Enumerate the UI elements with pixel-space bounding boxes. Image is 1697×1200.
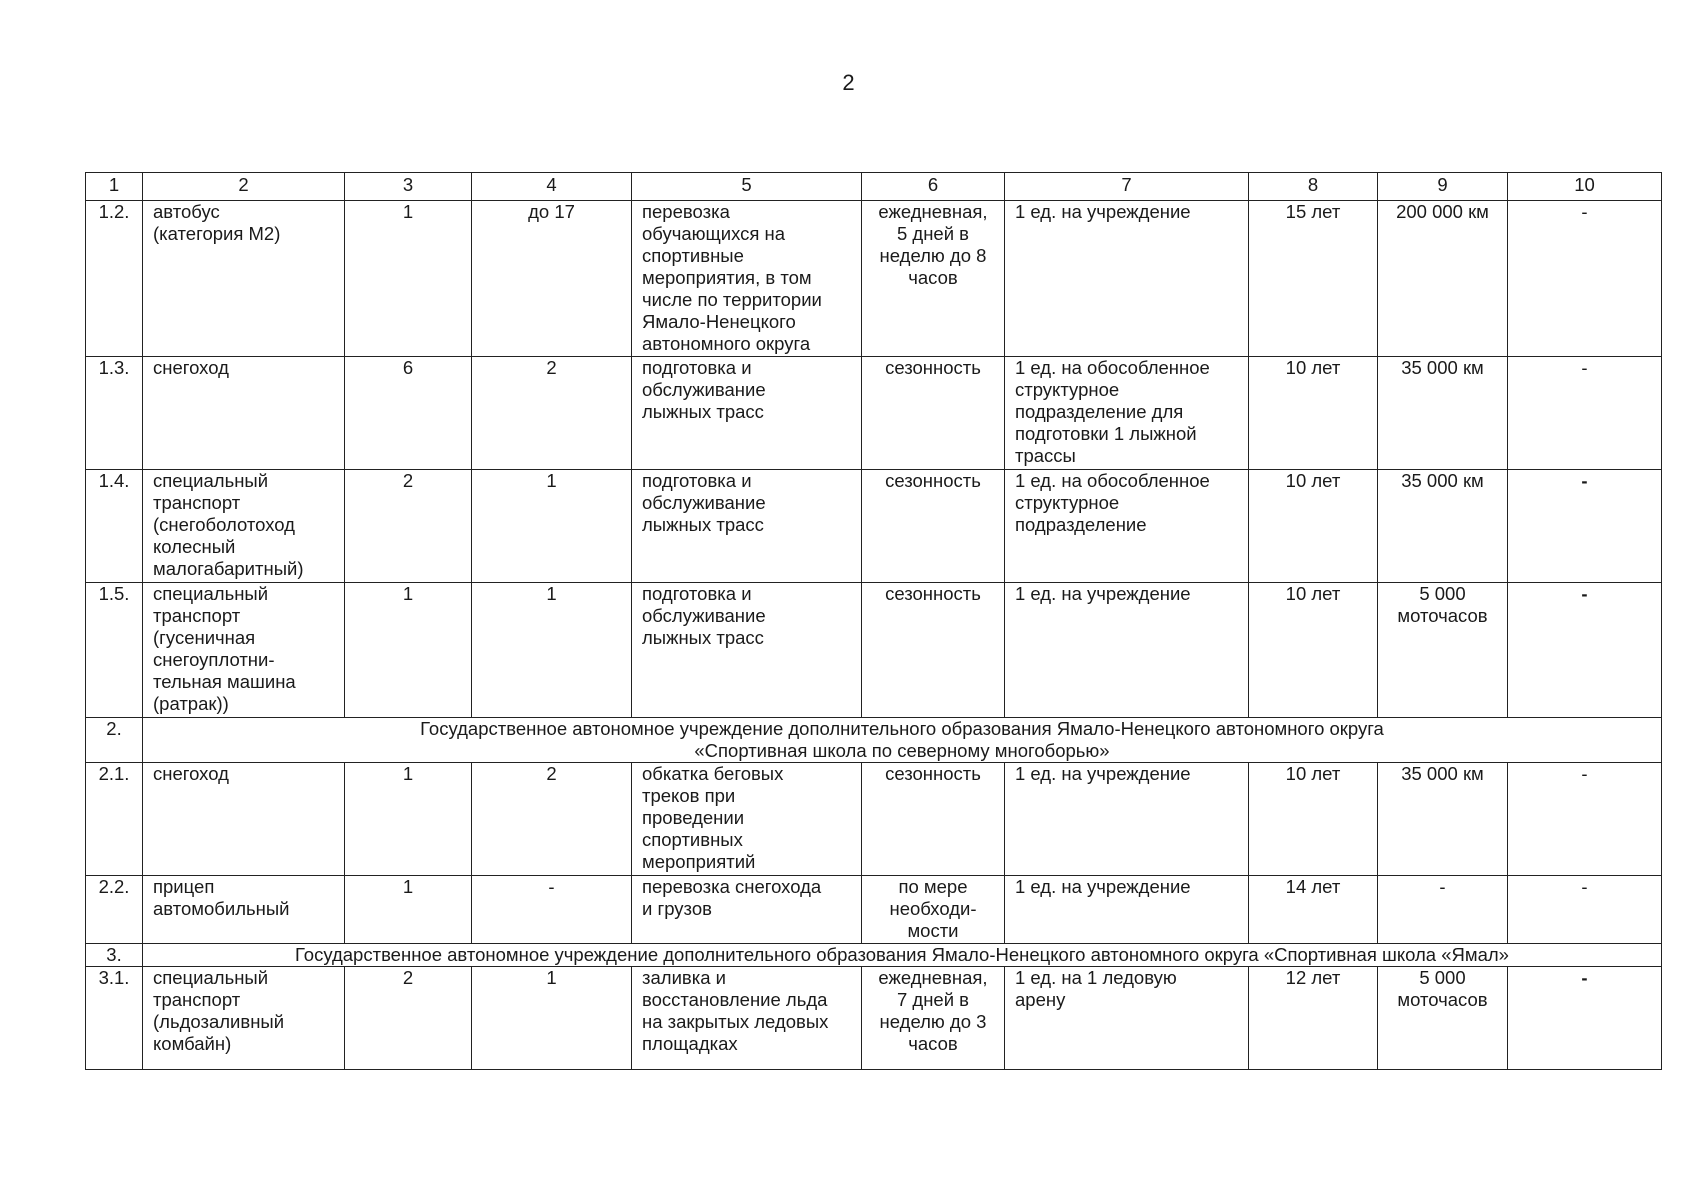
- vehicle-name-cell-text: специальный транспорт (гусеничная снегоуплотни- тельная машина (ратрак)): [153, 583, 296, 714]
- purpose-cell: [632, 967, 862, 1070]
- service-term-cell-text: 10 лет: [1285, 583, 1341, 604]
- organization-row: [86, 718, 1662, 763]
- row-number-cell: [86, 876, 143, 944]
- row-number-cell: [86, 944, 143, 967]
- norm-cell: [1005, 357, 1249, 470]
- usage-regime-cell: [862, 876, 1005, 944]
- column-4-cell-text: 1: [546, 470, 557, 491]
- row-number-cell: [86, 967, 143, 1070]
- row-number-cell: [86, 201, 143, 357]
- column-4-cell: [472, 876, 632, 944]
- table-row: [86, 583, 1662, 718]
- vehicle-name-cell: [143, 876, 345, 944]
- service-term-cell-text: 10 лет: [1285, 357, 1341, 378]
- usage-regime-cell-text: сезонность: [885, 470, 981, 491]
- table-row: [86, 357, 1662, 470]
- column-4-cell: [472, 763, 632, 876]
- purpose-cell: [632, 583, 862, 718]
- column-4-cell: [472, 201, 632, 357]
- vehicle-name-cell: [143, 967, 345, 1070]
- usage-regime-cell: [862, 470, 1005, 583]
- mileage-cell: [1378, 967, 1508, 1070]
- column-3-cell-text: 1: [402, 201, 414, 222]
- column-3-cell-text: 6: [402, 357, 414, 378]
- usage-regime-cell: [862, 201, 1005, 357]
- column-4-cell-text: до 17: [528, 201, 575, 222]
- usage-regime-cell-text: ежедневная, 7 дней в неделю до 3 часов: [878, 967, 988, 1054]
- purpose-cell-text: заливка и восстановление льда на закрытых ледовых площадках: [642, 967, 829, 1054]
- service-term-cell: [1249, 583, 1378, 718]
- mileage-cell: [1378, 583, 1508, 718]
- mileage-cell: [1378, 876, 1508, 944]
- column-10-cell-text: -: [1581, 583, 1588, 604]
- table-row: [86, 201, 1662, 357]
- column-3-cell: [345, 583, 472, 718]
- norm-cell: [1005, 763, 1249, 876]
- column-10-cell-text: -: [1581, 763, 1588, 784]
- mileage-cell-text: 5 000 моточасов: [1397, 583, 1488, 626]
- organization-name-cell-text: Государственное автономное учреждение дополнительного образования Ямало-Ненецкого автономного округа «Спортивная школа по северному многоборью»: [420, 718, 1384, 761]
- organization-name-cell: [143, 944, 1662, 967]
- norm-cell: [1005, 876, 1249, 944]
- column-3-cell: [345, 470, 472, 583]
- organization-name-cell: [143, 718, 1662, 763]
- row-number-cell-text: 1.4.: [98, 470, 130, 491]
- service-term-cell: [1249, 876, 1378, 944]
- column-4-cell: [472, 583, 632, 718]
- row-number-cell-text: 3.1.: [98, 967, 130, 988]
- column-10-cell-text: -: [1581, 470, 1588, 491]
- column-header: 6: [862, 173, 1005, 201]
- column-header: 10: [1508, 173, 1662, 201]
- row-number-cell-text: 1.5.: [98, 583, 130, 604]
- row-number-cell-text: 2.1.: [98, 763, 130, 784]
- row-number-cell: [86, 718, 143, 763]
- purpose-cell-text: перевозка снегохода и грузов: [642, 876, 822, 919]
- vehicle-name-cell: [143, 357, 345, 470]
- column-10-cell-text: -: [1581, 201, 1588, 222]
- column-10-cell: [1508, 357, 1662, 470]
- column-3-cell: [345, 763, 472, 876]
- row-number-cell: [86, 583, 143, 718]
- purpose-cell: [632, 876, 862, 944]
- mileage-cell-text: 5 000 моточасов: [1397, 967, 1488, 1010]
- usage-regime-cell-text: сезонность: [885, 583, 981, 604]
- column-header: 9: [1378, 173, 1508, 201]
- column-3-cell-text: 1: [402, 763, 414, 784]
- service-term-cell: [1249, 470, 1378, 583]
- column-header: 8: [1249, 173, 1378, 201]
- column-header: 5: [632, 173, 862, 201]
- table-row: [86, 876, 1662, 944]
- column-4-cell: [472, 470, 632, 583]
- vehicle-name-cell-text: снегоход: [153, 357, 229, 378]
- usage-regime-cell-text: по мере необходи- мости: [889, 876, 977, 941]
- purpose-cell: [632, 470, 862, 583]
- row-number-cell: [86, 763, 143, 876]
- vehicle-name-cell-text: прицеп автомобильный: [153, 876, 290, 919]
- mileage-cell: [1378, 470, 1508, 583]
- column-3-cell-text: 1: [402, 583, 414, 604]
- norm-cell-text: 1 ед. на учреждение: [1015, 583, 1191, 604]
- column-header: 2: [143, 173, 345, 201]
- column-3-cell: [345, 201, 472, 357]
- norm-cell-text: 1 ед. на обособленное структурное подразделение: [1015, 470, 1210, 535]
- norm-cell-text: 1 ед. на 1 ледовую арену: [1015, 967, 1177, 1010]
- column-4-cell-text: 1: [546, 583, 557, 604]
- column-4-cell-text: 1: [546, 967, 557, 988]
- column-10-cell: [1508, 470, 1662, 583]
- purpose-cell: [632, 357, 862, 470]
- norm-cell: [1005, 967, 1249, 1070]
- norm-cell: [1005, 470, 1249, 583]
- column-4-cell-text: 2: [546, 357, 557, 378]
- table-row: [86, 967, 1662, 1070]
- purpose-cell: [632, 201, 862, 357]
- mileage-cell: [1378, 357, 1508, 470]
- mileage-cell-text: 35 000 км: [1401, 357, 1484, 378]
- usage-regime-cell-text: ежедневная, 5 дней в неделю до 8 часов: [878, 201, 988, 288]
- column-10-cell: [1508, 763, 1662, 876]
- vehicle-norms-table: [85, 172, 1662, 1070]
- norm-cell-text: 1 ед. на учреждение: [1015, 201, 1191, 222]
- service-term-cell: [1249, 763, 1378, 876]
- vehicle-name-cell: [143, 201, 345, 357]
- norm-cell-text: 1 ед. на учреждение: [1015, 763, 1191, 784]
- mileage-cell: [1378, 763, 1508, 876]
- column-3-cell: [345, 357, 472, 470]
- table-row: [86, 763, 1662, 876]
- column-4-cell-text: -: [548, 876, 555, 897]
- vehicle-name-cell-text: специальный транспорт (снегоболотоход колесный малогабаритный): [153, 470, 304, 579]
- purpose-cell-text: перевозка обучающихся на спортивные мероприятия, в том числе по территории Ямало-Ненецкого автономного округа: [642, 201, 822, 354]
- column-3-cell-text: 2: [402, 470, 414, 491]
- row-number-cell-text: 1.2.: [98, 201, 130, 222]
- usage-regime-cell: [862, 763, 1005, 876]
- column-header: 3: [345, 173, 472, 201]
- column-3-cell-text: 2: [402, 967, 414, 988]
- usage-regime-cell-text: сезонность: [885, 357, 981, 378]
- norm-cell: [1005, 201, 1249, 357]
- mileage-cell-text: 35 000 км: [1401, 763, 1484, 784]
- vehicle-name-cell-text: снегоход: [153, 763, 229, 784]
- row-number-cell-text: 2.: [106, 718, 122, 739]
- vehicle-name-cell-text: автобус (категория М2): [153, 201, 281, 244]
- service-term-cell-text: 15 лет: [1285, 201, 1341, 222]
- norm-cell: [1005, 583, 1249, 718]
- vehicle-name-cell-text: специальный транспорт (льдозаливный комбайн): [153, 967, 285, 1054]
- column-10-cell-text: -: [1581, 876, 1588, 897]
- column-3-cell: [345, 876, 472, 944]
- column-header: 4: [472, 173, 632, 201]
- service-term-cell-text: 10 лет: [1285, 470, 1341, 491]
- usage-regime-cell-text: сезонность: [885, 763, 981, 784]
- column-3-cell: [345, 967, 472, 1070]
- column-10-cell-text: -: [1581, 967, 1588, 988]
- table-row: [86, 470, 1662, 583]
- purpose-cell: [632, 763, 862, 876]
- service-term-cell-text: 12 лет: [1285, 967, 1341, 988]
- service-term-cell-text: 14 лет: [1285, 876, 1341, 897]
- vehicle-name-cell: [143, 763, 345, 876]
- usage-regime-cell: [862, 967, 1005, 1070]
- service-term-cell: [1249, 201, 1378, 357]
- norm-cell-text: 1 ед. на обособленное структурное подразделение для подготовки 1 лыжной трассы: [1015, 357, 1210, 466]
- row-number-cell: [86, 470, 143, 583]
- column-10-cell: [1508, 876, 1662, 944]
- column-4-cell: [472, 357, 632, 470]
- column-4-cell: [472, 967, 632, 1070]
- usage-regime-cell: [862, 357, 1005, 470]
- purpose-cell-text: подготовка и обслуживание лыжных трасс: [642, 357, 766, 422]
- column-10-cell-text: -: [1581, 357, 1588, 378]
- column-10-cell: [1508, 201, 1662, 357]
- service-term-cell: [1249, 357, 1378, 470]
- row-number-cell-text: 3.: [106, 944, 122, 965]
- usage-regime-cell: [862, 583, 1005, 718]
- service-term-cell-text: 10 лет: [1285, 763, 1341, 784]
- organization-name-cell-text: Государственное автономное учреждение дополнительного образования Ямало-Ненецкого автономного округа «Спортивная школа «Ямал»: [295, 944, 1509, 965]
- column-10-cell: [1508, 967, 1662, 1070]
- mileage-cell-text: 35 000 км: [1401, 470, 1484, 491]
- purpose-cell-text: обкатка беговых треков при проведении спортивных мероприятий: [642, 763, 784, 872]
- vehicle-name-cell: [143, 583, 345, 718]
- mileage-cell-text: -: [1439, 876, 1446, 897]
- purpose-cell-text: подготовка и обслуживание лыжных трасс: [642, 583, 766, 648]
- row-number-cell-text: 2.2.: [98, 876, 130, 897]
- norm-cell-text: 1 ед. на учреждение: [1015, 876, 1191, 897]
- column-10-cell: [1508, 583, 1662, 718]
- organization-row: [86, 944, 1662, 967]
- column-header: 7: [1005, 173, 1249, 201]
- column-4-cell-text: 2: [546, 763, 557, 784]
- vehicle-name-cell: [143, 470, 345, 583]
- row-number-cell: [86, 357, 143, 470]
- column-3-cell-text: 1: [402, 876, 414, 897]
- page-number: 2: [842, 70, 855, 95]
- column-header: 1: [86, 173, 143, 201]
- mileage-cell: [1378, 201, 1508, 357]
- service-term-cell: [1249, 967, 1378, 1070]
- row-number-cell-text: 1.3.: [98, 357, 130, 378]
- mileage-cell-text: 200 000 км: [1396, 201, 1489, 222]
- purpose-cell-text: подготовка и обслуживание лыжных трасс: [642, 470, 766, 535]
- column-number-row: [86, 173, 1662, 201]
